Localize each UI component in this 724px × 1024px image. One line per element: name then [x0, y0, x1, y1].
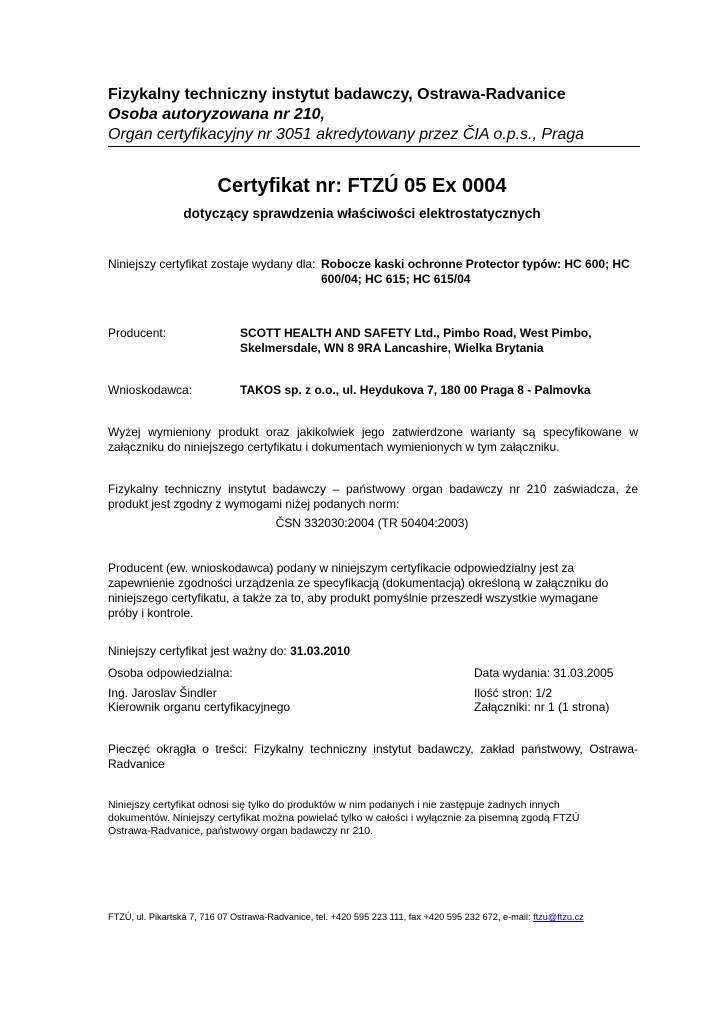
responsibility-line3: niniejszego certyfikatu, a także za to, aby produkt pomyślnie przeszedł wszystkie wymagane [108, 591, 599, 605]
page-count: Ilość stron: 1/2 [474, 686, 553, 700]
signatory-name: Ing. Jaroslav Šindler [108, 686, 217, 700]
conformity-paragraph: Fizykalny techniczny instytut badawczy – państwowy organ badawczy nr 210 zaświadcza, że produkt jest zgodny z wymogami niżej podanych norm: [108, 482, 638, 511]
applicant-value: TAKOS sp. z o.o., ul. Heydukova 7, 180 00 Praga 8 - Palmovka [240, 383, 591, 397]
seal-description: Pieczęć okrągła o treści: Fizykalny techniczny instytut badawczy, zakład państwowy, Ostrawa-Radvanice [108, 742, 638, 771]
signatory-role: Kierownik organu certyfikacyjnego [108, 700, 291, 714]
certificate-subtitle: dotyczący sprawdzenia właściwości elektrostatycznych [183, 206, 541, 221]
standard-reference: ČSN 332030:2004 (TR 50404:2003) [275, 516, 469, 530]
header-divider [108, 146, 640, 147]
footer-email-link[interactable]: ftzu@ftzu.cz [533, 912, 584, 922]
notice-line3: Ostrawa-Radvanice, państwowy organ badawczy nr 210. [108, 825, 373, 837]
responsibility-line4: próby i kontrole. [108, 606, 194, 620]
producer-line1: SCOTT HEALTH AND SAFETY Ltd., Pimbo Road, West Pimbo, [240, 326, 592, 340]
issue-date: Data wydania: 31.03.2005 [474, 666, 614, 680]
issued-for-product-line2: 600/04; HC 615; HC 615/04 [321, 272, 471, 286]
notice-line2: dokumentów. Niniejszy certyfikat można powielać tylko w całości i wyłącznie za pisemną zgodą FTZÚ [108, 812, 580, 824]
institute-name: Fizykalny techniczny instytut badawczy, Ostrawa-Radvanice [108, 86, 566, 103]
notice-line1: Niniejszy certyfikat odnosi się tylko do produktów w nim podanych i nie zastępuje żadnych innych [108, 799, 560, 811]
certificate-title: Certyfikat nr: FTZÚ 05 Ex 0004 [217, 175, 507, 197]
issued-for-label: Niniejszy certyfikat zostaje wydany dla: [108, 257, 316, 271]
authorized-body: Osoba autoryzowana nr 210, [108, 106, 325, 123]
issued-for-product-line1: Robocze kaski ochronne Protector typów: HC 600; HC [321, 257, 630, 271]
responsibility-line2: zapewnienie zgodności urządzenia ze specyfikacją (dokumentacją) określoną w załączniku do [108, 576, 609, 590]
applicant-label: Wnioskodawca: [108, 383, 193, 397]
footer-address-line [108, 912, 584, 922]
producer-line2: Skelmersdale, WN 8 9RA Lancashire, Wielka Brytania [240, 341, 544, 355]
footer-address: FTZÚ, ul. Pikartská 7, 716 07 Ostrawa-Radvanice, tel. +420 595 223 111, fax +420 595 232 672, e-mail: [108, 912, 534, 922]
validity-line [108, 644, 350, 659]
variants-paragraph: Wyżej wymieniony produkt oraz jakikolwiek jego zatwierdzone warianty są specyfikowane w załączniku do niniejszego certyfikatu i dokumentach wymienionych w tym załączniku. [108, 425, 638, 454]
responsibility-line1: Producent (ew. wnioskodawca) podany w niniejszym certyfikacie odpowiedzialny jest za [108, 561, 575, 575]
producer-label: Producent: [108, 326, 167, 340]
validity-label: Niniejszy certyfikat jest ważny do: [108, 644, 287, 658]
accreditation-line: Organ certyfikacyjny nr 3051 akredytowany przez ČIA o.p.s., Praga [108, 126, 585, 143]
validity-date: 31.03.2010 [290, 644, 351, 658]
attachments-info: Załączniki: nr 1 (1 strona) [474, 700, 610, 714]
responsible-person-label: Osoba odpowiedzialna: [108, 666, 233, 680]
